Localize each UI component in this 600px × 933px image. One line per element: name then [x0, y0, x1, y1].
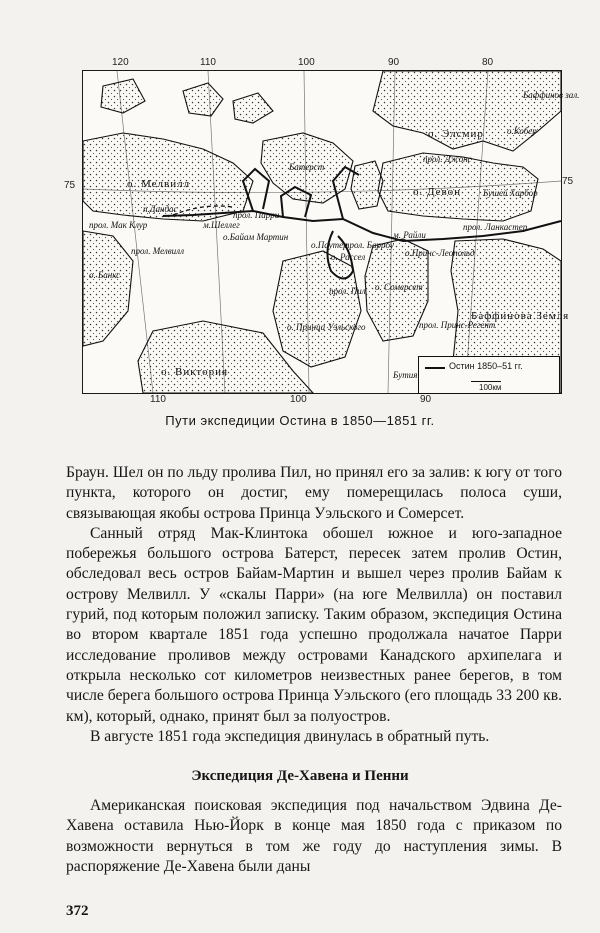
longitude-label: 110 [150, 394, 166, 405]
map-drawing [83, 71, 561, 393]
legend-line [425, 367, 445, 369]
map-label: прол. Барроу [345, 240, 394, 250]
map-label: прол. Мак Клур [89, 220, 148, 230]
paragraph: Американская поисковая экспедиция под начальством Эдвина Де-Хавена оставила Нью-Йорк в конце мая 1850 года с приказом по возможности вернуться в том же году до наступления зимы. В распоряжение Де-Хавена были даны [66, 797, 562, 875]
small-island-3 [101, 79, 145, 113]
map-label: о. Рассел [331, 252, 366, 262]
longitude-label: 110 [200, 57, 216, 68]
map-label: Батерст [289, 162, 325, 172]
map-label: прол. Ланкастер [463, 222, 528, 232]
longitude-label: 100 [290, 394, 307, 405]
paragraph: Санный отряд Мак-Клинтока обошел южное и юго-западное побережья большого острова Батерст, пересек затем пролив Остин, обследовал весь остров Байам-Мартин и вышел через пролив Байам к острову Мелвилл. У «скалы Парри» (на юге Мелвилла) он поставил гурий, под которым положил записку. Таким образом, экспедиция Остина во втором квартале 1851 года успешно продолжала начатое Парри исследование проливов между островами Канадского архипелага и открыла несколько сот километров неизвестных ранее берегов, в том числе берега большого острова Принца Уэльского (его площадь 33 200 кв. км), который, однако, принят был за полуостров. [66, 524, 562, 725]
map-label: о. Элсмир [428, 128, 484, 140]
small-island-2 [233, 93, 273, 123]
cornwallis-island [351, 161, 383, 209]
map-caption: Пути экспедиции Остина в 1850—1851 гг. [165, 413, 435, 428]
body-text [66, 463, 562, 747]
longitude-label: 90 [420, 394, 432, 405]
map-label: о. Сомерсет [375, 282, 423, 292]
map-label: о. Виктория [161, 366, 229, 378]
paragraph: Браун. Шел он по льду пролива Пил, но принял его за залив: к югу от того пункта, которого он достиг, ему померещилась полоса суши, связывающая якобы острова Принца Уэльского и Сомерсет. [66, 464, 562, 522]
map-legend [418, 356, 560, 394]
map-label: прол. Пил [329, 286, 366, 296]
map-label: прол. Принс-Регент [419, 320, 496, 330]
map-label: о. Девон [413, 186, 462, 198]
map-label: Баффинова Земля [471, 310, 570, 322]
map-label: м.Шеллег [203, 220, 240, 230]
latitude-label: 75 [64, 180, 76, 191]
map-label: Бушей Харбор [483, 188, 538, 198]
paragraph: В августе 1851 года экспедиция двинулась в обратный путь. [90, 727, 490, 745]
scale-label: 100км [479, 383, 502, 392]
longitude-label: 80 [482, 57, 494, 68]
map-label: о. Банкс [89, 270, 121, 280]
body-text-2 [66, 796, 562, 877]
map-label: п.Дандас [143, 204, 178, 214]
page-number: 372 [66, 903, 89, 919]
map-label: Баффинов зал. [523, 90, 580, 100]
map-label: прол. Мелвилл [131, 246, 185, 256]
map-label: Бутия [393, 370, 418, 380]
latitude-label: 75 [562, 176, 574, 187]
legend-text: Остин 1850–51 гг. [449, 361, 523, 371]
map-label: о.Байам Мартин [223, 232, 289, 242]
map-label: о. Принца Уэльского [287, 322, 366, 332]
longitude-label: 100 [298, 57, 315, 68]
prince-of-wales-island [273, 251, 361, 367]
section-heading: Экспедиция Де-Хавена и Пенни [191, 768, 409, 784]
longitude-label: 90 [388, 57, 400, 68]
map-label: о. Мелвилл [127, 178, 191, 190]
scale-bar [471, 381, 501, 382]
longitude-label: 120 [112, 57, 129, 68]
map-label: о.Кобер [507, 126, 537, 136]
map-label: о.Паутер [311, 240, 348, 250]
map-label: о.Принс-Леопольд [405, 248, 475, 258]
small-island-1 [183, 83, 223, 116]
banks-island [83, 231, 133, 346]
map-label: м. Райли [393, 230, 426, 240]
map-label: прол. Парри [233, 210, 280, 220]
map-label: прол. Джонс [423, 154, 472, 164]
